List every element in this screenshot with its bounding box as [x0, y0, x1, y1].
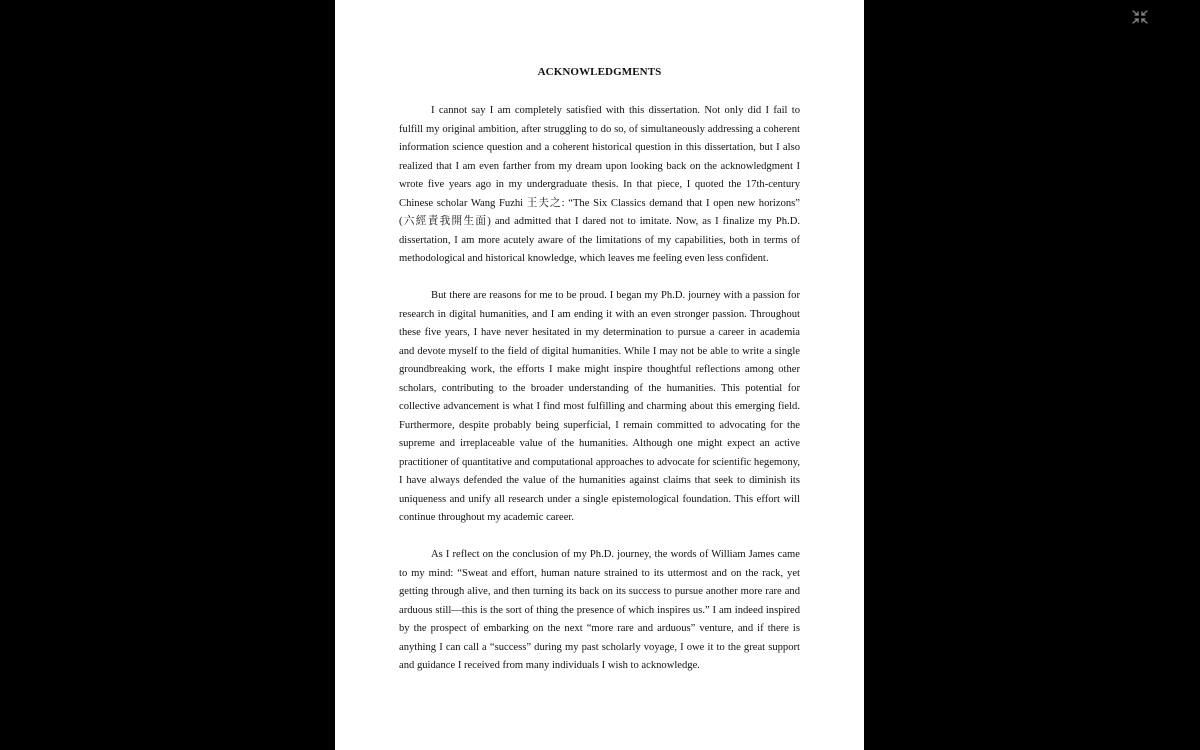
paragraph-2: But there are reasons for me to be proud. I began my Ph.D. journey with a passion for research in digital humanities, and I am ending it with an even stronger passion. Throughout these five years, I have never hesitated in my determination to pursue a career in academia and devote myself to the field of digital humanities. While I may not be able to write a single groundbreaking work, the efforts I make might inspire thoughtful reflections among other scholars, contributing to the broader understanding of the humanities. This potential for collective advancement is what I find most fulfilling and charming about this emerging field. Furthermore, despite probably being superficial, I remain committed to advocating for the supreme and irreplaceable value of the humanities. Although one might expect an active practitioner of quantitative and computational approaches to advocate for scientific hegemony, I have always defended the value of the humanities against claims that seek to diminish its uniqueness and unify all research under a single epistemological foundation. This effort will continue throughout my academic career. — [399, 290, 800, 523]
page-title: ACKNOWLEDGMENTS — [537, 66, 662, 78]
paragraph-1: I cannot say I am completely satisfied with this dissertation. Not only did I fail to fulfill my original ambition, after struggling to do so, of simultaneously addressing a coherent information science question and a coherent historical question in this dissertation, but I also realized that I am even farther from my dream upon looking back on the acknowledgment I wrote five years ago in my undergraduate thesis. In that piece, I quoted the 17th-century Chinese scholar Wang Fuzhi 王夫之: “The Six Classics demand that I open new horizons” (六經責我開生面) and admitted that I dared not to imitate. Now, as I finalize my Ph.D. dissertation, I am more acutely aware of the limitations of my capabilities, both in terms of methodological and historical knowledge, which leaves me feeling even less confident. — [399, 105, 800, 264]
paragraph-3: As I reflect on the conclusion of my Ph.D. journey, the words of William James came to my mind: “Sweat and effort, human nature strained to its uttermost and on the rack, yet getting through alive, and then turning its back on its success to pursue another more rare and arduous still—this is the sort of thing the presence of which inspires us.” I am indeed inspired by the prospect of embarking on the next “more rare and arduous” venture, and if there is anything I can call a “success” during my past scholarly voyage, I owe it to the great support and guidance I received from many individuals I wish to acknowledge. — [399, 549, 800, 671]
exit-fullscreen-icon[interactable] — [1131, 9, 1149, 25]
document-page — [335, 0, 864, 750]
